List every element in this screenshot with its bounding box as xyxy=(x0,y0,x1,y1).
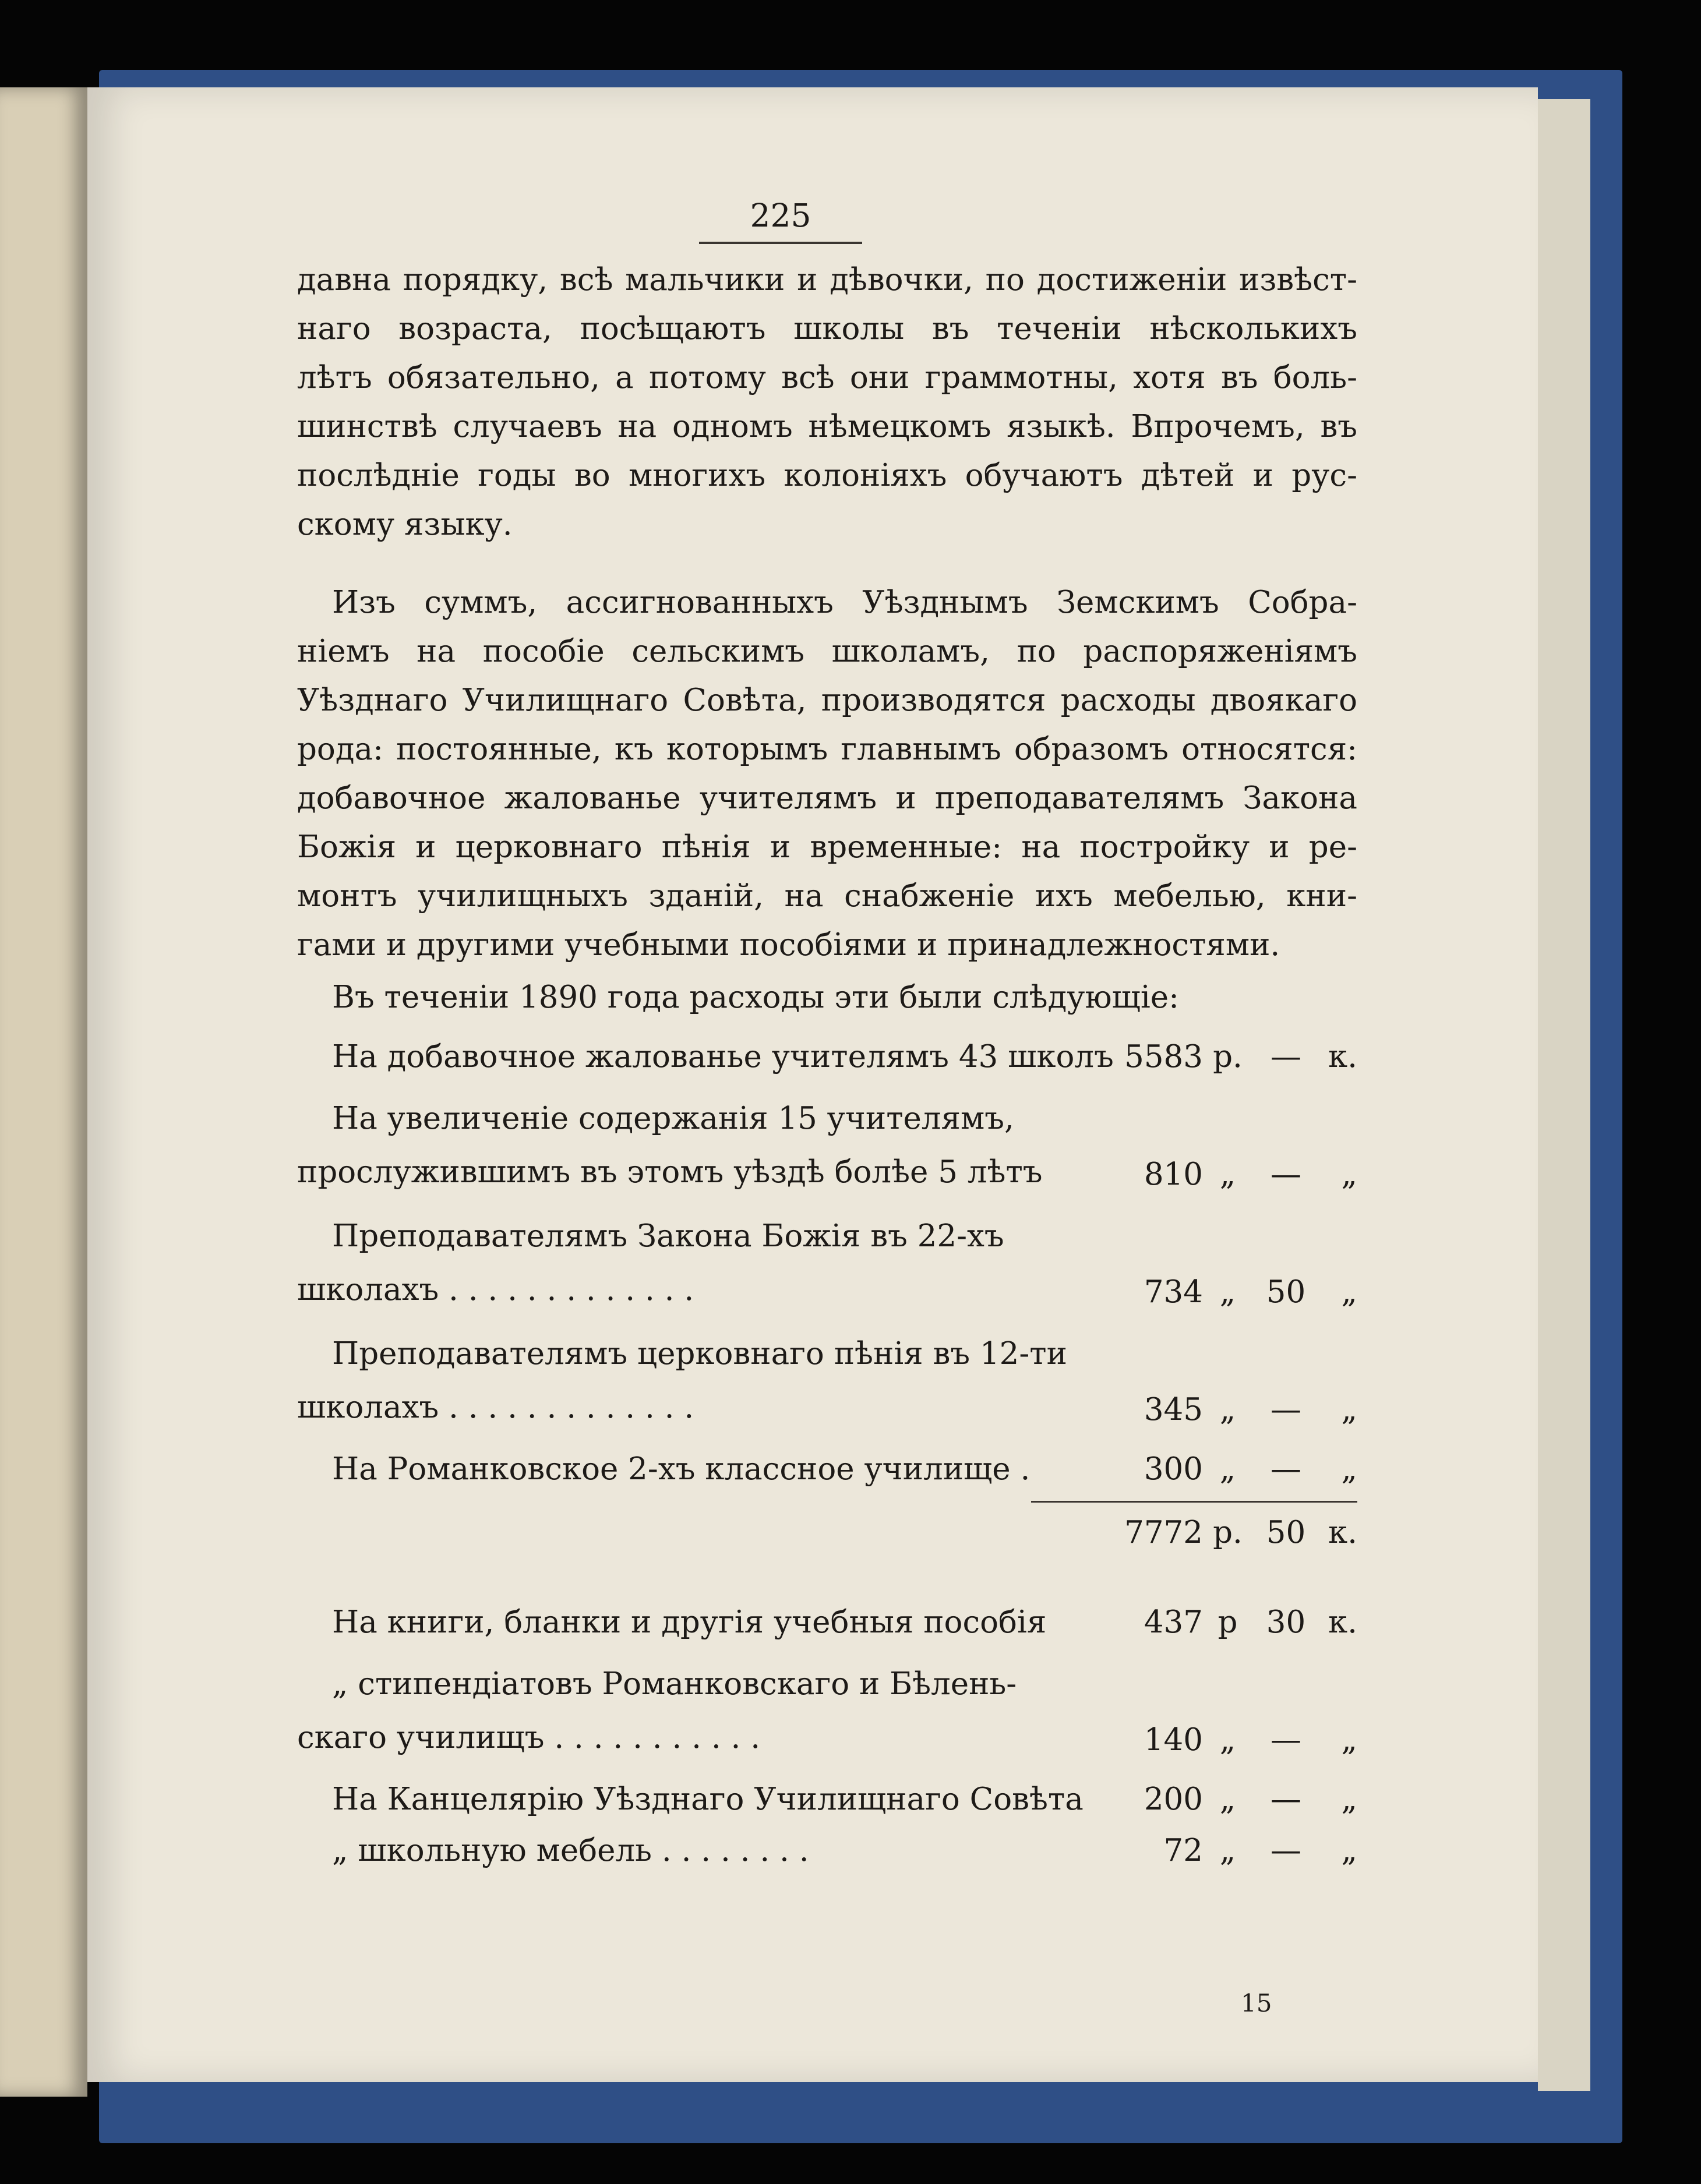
text-line: монтъ училищныхъ зданій, на снабженіе ихъ мебелью, кни- xyxy=(297,878,1357,914)
expense-table-permanent xyxy=(297,1033,1357,1557)
expense-desc: На Романковское 2-хъ классное училище . xyxy=(332,1451,1031,1487)
expense-amount: 300 xyxy=(1144,1451,1203,1487)
paragraph-schools xyxy=(297,256,1357,549)
expense-currency: „ xyxy=(1219,1782,1236,1817)
text-line: Божія и церковнаго пѣнія и временные: на постройку и ре- xyxy=(297,829,1357,865)
expense-suffix: к. xyxy=(1328,1605,1357,1640)
total-kopecks: 50 xyxy=(1266,1515,1306,1550)
total-amount: 7772 xyxy=(1124,1515,1203,1550)
paragraph-expenses xyxy=(297,578,1357,970)
expense-row xyxy=(297,1092,1357,1199)
expense-desc-line1: „ стипендіатовъ Романковскаго и Бѣлень- xyxy=(332,1666,1017,1702)
text-line: послѣдніе годы во многихъ колоніяхъ обучаютъ дѣтей и рус- xyxy=(297,458,1357,493)
text-line: шинствѣ случаевъ на одномъ нѣмецкомъ языкѣ. Впрочемъ, въ xyxy=(297,409,1357,444)
expense-row xyxy=(297,1826,1357,1875)
expense-suffix: „ xyxy=(1341,1722,1357,1758)
page-number: 225 xyxy=(699,189,862,244)
expense-row xyxy=(297,1658,1357,1765)
expense-row xyxy=(297,1598,1357,1647)
expense-suffix: „ xyxy=(1341,1157,1357,1192)
expense-amount: 734 xyxy=(1144,1274,1203,1310)
text-line: лѣтъ обязательно, а потому всѣ они граммотны, хотя въ боль- xyxy=(297,360,1357,395)
text-line: добавочное жалованье учителямъ и преподавателямъ Закона xyxy=(297,780,1357,816)
expense-kopecks: — xyxy=(1271,1722,1301,1758)
expense-suffix: „ xyxy=(1341,1274,1357,1310)
expense-kopecks: — xyxy=(1271,1451,1301,1487)
page-content xyxy=(297,189,1357,1875)
expense-row xyxy=(297,1327,1357,1434)
text-line: ніемъ на пособіе сельскимъ школамъ, по распоряженіямъ xyxy=(297,634,1357,669)
expense-kopecks: — xyxy=(1271,1833,1301,1868)
expense-desc: На Канцелярію Уѣзднаго Училищнаго Совѣта xyxy=(332,1782,1084,1817)
previous-page-edge xyxy=(0,87,87,2097)
text-line: скому языку. xyxy=(297,507,513,542)
expense-currency: „ xyxy=(1219,1833,1236,1868)
expense-desc-line1: На увеличеніе содержанія 15 учителямъ, xyxy=(332,1101,1014,1136)
expense-suffix: „ xyxy=(1341,1782,1357,1817)
expense-amount: 5583 xyxy=(1124,1039,1203,1075)
expense-kopecks: — xyxy=(1271,1039,1301,1075)
expense-kopecks: — xyxy=(1271,1782,1301,1817)
sum-rule xyxy=(1031,1501,1357,1503)
lead-line: Въ теченіи 1890 года расходы эти были слѣдующіе: xyxy=(332,980,1180,1015)
expense-desc xyxy=(297,1210,1116,1317)
expense-row xyxy=(297,1033,1357,1082)
text-line: гами и другими учебными пособіями и принадлежностями. xyxy=(297,927,1280,963)
expense-amount: 200 xyxy=(1144,1782,1203,1817)
expense-suffix: „ xyxy=(1341,1392,1357,1427)
text-line: Уѣзднаго Училищнаго Совѣта, производятся расходы двоякаго xyxy=(297,683,1357,718)
expense-desc-line2: школахъ . . . . . . . . . . . . . xyxy=(297,1272,694,1307)
expense-suffix: „ xyxy=(1341,1833,1357,1868)
expense-kopecks: — xyxy=(1271,1392,1301,1427)
expense-currency: „ xyxy=(1219,1722,1236,1758)
expense-kopecks: — xyxy=(1271,1157,1301,1192)
expense-desc: „ школьную мебель . . . . . . . . xyxy=(332,1833,809,1868)
expense-desc-line2: школахъ . . . . . . . . . . . . . xyxy=(297,1390,694,1425)
text-line: давна порядку, всѣ мальчики и дѣвочки, по достиженіи извѣст- xyxy=(297,262,1357,298)
expense-currency: р xyxy=(1217,1605,1238,1640)
expense-currency: „ xyxy=(1219,1392,1236,1427)
page-stack-edge xyxy=(1538,99,1590,2091)
expense-suffix: „ xyxy=(1341,1451,1357,1487)
expense-desc: На книги, бланки и другія учебныя пособія xyxy=(332,1605,1047,1640)
expense-row xyxy=(297,1775,1357,1824)
expense-row xyxy=(297,1445,1357,1494)
expense-desc xyxy=(297,1327,1116,1434)
expense-amount: 810 xyxy=(1144,1157,1203,1192)
text-line: рода: постоянные, къ которымъ главнымъ образомъ относятся: xyxy=(297,731,1357,767)
expense-desc-line1: Преподавателямъ церковнаго пѣнія въ 12-ти xyxy=(332,1336,1067,1372)
expense-desc xyxy=(297,1658,1116,1765)
book-page xyxy=(87,87,1538,2082)
expense-desc-line1: Преподавателямъ Закона Божія въ 22-хъ xyxy=(332,1218,1004,1254)
total-suffix: к. xyxy=(1328,1515,1357,1550)
expense-amount: 437 xyxy=(1144,1605,1203,1640)
expense-currency: „ xyxy=(1219,1451,1236,1487)
total-row xyxy=(297,1508,1357,1557)
printer-signature-mark: 15 xyxy=(1241,1989,1272,2017)
expense-desc: На добавочное жалованье учителямъ 43 школъ xyxy=(332,1039,1114,1075)
expense-kopecks: 30 xyxy=(1266,1605,1306,1640)
text-line: Изъ суммъ, ассигнованныхъ Уѣзднымъ Земскимъ Собра- xyxy=(332,585,1357,620)
expense-table-temporary xyxy=(297,1598,1357,1875)
expense-amount: 72 xyxy=(1163,1833,1203,1868)
text-line: наго возраста, посѣщаютъ школы въ теченіи нѣсколькихъ xyxy=(297,311,1357,347)
expense-desc xyxy=(297,1092,1116,1199)
expense-suffix: к. xyxy=(1328,1039,1357,1075)
expense-row xyxy=(297,1210,1357,1317)
expense-currency: „ xyxy=(1219,1157,1236,1192)
expense-desc-line2: скаго училищъ . . . . . . . . . . . xyxy=(297,1720,761,1755)
expense-kopecks: 50 xyxy=(1266,1274,1306,1310)
expense-amount: 140 xyxy=(1144,1722,1203,1758)
expense-currency: „ xyxy=(1219,1274,1236,1310)
expense-currency: р. xyxy=(1213,1039,1243,1075)
total-currency: р. xyxy=(1213,1515,1243,1550)
expense-desc-line2: прослужившимъ въ этомъ уѣздѣ болѣе 5 лѣтъ xyxy=(297,1154,1043,1190)
expense-amount: 345 xyxy=(1144,1392,1203,1427)
